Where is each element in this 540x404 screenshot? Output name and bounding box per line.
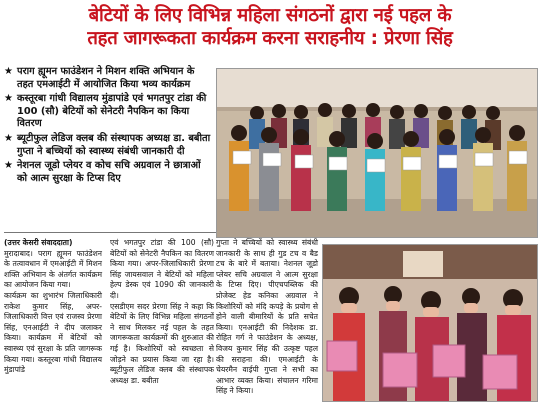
article-paragraph: गुप्ता ने बच्चियों को स्वास्थ्य संबंधी जानकारी के साथ ही गुड टच व बैड टच के बारे में बताया। नेशनल जूडो प्लेयर सचि अग्रवाल ने आत्म सुरक्षा के टिप्स दिए। पीएचपब्लिक की प्रोजेक्ट हेड कनिका अग्रवाल ने किशोरियों को मंदि कपड़े के प्रयोग से होने वाली बीमारियों के प्रति सचेत किया। एनआईटी की निदेशक डा. रोहित गर्ग ने फाउंडेशन के अध्यक्ष, विजय कुमार सिंह की उत्कृष्ट पहल की सराहना की। एमआईटी के चेयरमैन वाईपी गुप्ता ने सभी का आभार व्यक्त किया। संचालन गरिमा सिंह ने किया। bbox=[216, 238, 318, 396]
article-paragraph: कार्यक्रम का शुभारंभ जिलाधिकारी राकेश कुमार सिंह, अपर-जिलाधिकारी वित्त एवं राजस्व प्रेरणा सिंह, एनआईटी ने दीप जलाकर किया। कार्यक्रम में बेटियों को स्वास्थ्य एवं सुरक्षा के प्रति जागरूक किया गया। कस्तूरबा गांधी विद्यालय मुंडापांडे bbox=[4, 290, 102, 375]
top-event-photo bbox=[216, 68, 538, 238]
highlight-text: ब्यूटीफुल लेडिज क्लब की संस्थापक अध्यक्ष डा. बबीता गुप्ता ने बच्चियों को स्वास्थ्य संबंधी जानकारी दी bbox=[17, 132, 211, 157]
article-paragraph: मुरादाबाद। पराग ह्यूमन फाउंडेशन के तत्वावधान में एमआईटी में मिशन शक्ति अभियान के अंतर्गत कार्यक्रम का आयोजन किया गया। bbox=[4, 248, 102, 290]
section-divider bbox=[4, 232, 216, 233]
highlight-item bbox=[4, 133, 212, 158]
highlights-list bbox=[4, 66, 212, 187]
headline-line-1: बेटियों के लिए विभिन्न महिला संगठनों द्वारा नई पहल के bbox=[88, 5, 452, 26]
highlight-item bbox=[4, 93, 212, 131]
article-paragraph: एवं भगतपुर टांडा की 100 (सौ) बेटियों को सेनेटरी नैपकिन का वितरण किया गया। अपर-जिलाधिकारी प्रेरणा सिंह जायसवाल ने बेटियों को महिला हेल्प डेस्क एवं 1090 की जानकारी दी। bbox=[110, 238, 214, 300]
star-icon: ★ bbox=[4, 93, 13, 105]
highlight-item bbox=[4, 66, 212, 91]
group-photo-illustration bbox=[217, 69, 537, 237]
highlight-text: कस्तूरबा गांधी विद्यालय मुंडापांडे एवं भगतपुर टांडा की 100 (सौ) बेटियों को सेनेटरी नैपकिन का किया वितरण bbox=[17, 93, 207, 130]
star-icon: ★ bbox=[4, 132, 13, 144]
article-paragraph: एसडीएम सदर प्रेरणा सिंह ने कहा कि बेटियों के लिए विभिन्न महिला संगठनों ने साथ मिलकर नई पहल के तहत जागरूकता कार्यक्रमों की शुरुआत की गई है। किशोरियों को स्वच्छता से जोड़ने का प्रयास किया जा रहा है। ब्यूटीफुल लेडिज क्लब की संस्थापक अध्यक्ष डा. बबीता bbox=[110, 301, 214, 385]
star-icon: ★ bbox=[4, 66, 13, 77]
star-icon: ★ bbox=[4, 160, 13, 172]
girls-photo-illustration bbox=[323, 245, 537, 401]
highlight-text: पराग ह्यूमन फाउंडेशन ने मिशन शक्ति अभियान के तहत एमआईटी में आयोजित किया भव्य कार्यक्रम bbox=[17, 66, 195, 90]
highlight-item bbox=[4, 160, 212, 185]
dateline: (उत्तर केसरी संवाददाता) bbox=[4, 238, 73, 247]
highlight-text: नेशनल जूडो प्लेयर व कोच सचि अग्रवाल ने छात्राओं को आत्म सुरक्षा के टिप्स दिए bbox=[17, 160, 201, 184]
headline-line-2: तहत जागरूकता कार्यक्रम करना सराहनीय : प्रेरणा सिंह bbox=[87, 28, 453, 49]
article-column-2 bbox=[110, 238, 214, 386]
article-column-1 bbox=[4, 238, 102, 376]
bottom-event-photo bbox=[322, 244, 538, 402]
headline bbox=[6, 4, 534, 50]
article-column-3 bbox=[216, 238, 318, 397]
